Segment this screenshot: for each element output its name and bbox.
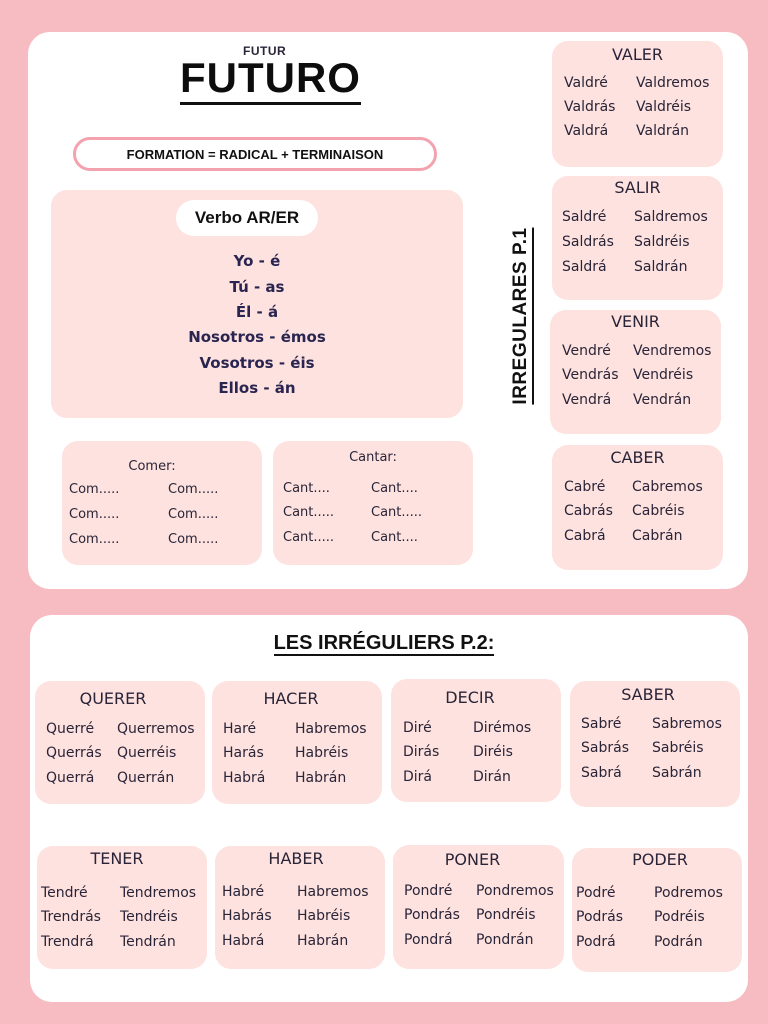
- verb-form: Cabrán: [632, 528, 683, 544]
- verb-name: CABER: [610, 448, 665, 467]
- verb-form: Dirás: [403, 744, 440, 760]
- verb-form: Cabréis: [632, 503, 685, 519]
- verb-form: Habremos: [295, 721, 367, 737]
- verb-form: Haré: [223, 721, 257, 737]
- irregulares-p1-heading: [507, 228, 537, 404]
- verb-form: Habrán: [297, 933, 349, 949]
- verb-form: Podréis: [654, 909, 705, 925]
- verb-form: Podremos: [654, 885, 723, 901]
- practice-cantar-box: [273, 441, 473, 565]
- practice-cantar-title: Cantar:: [349, 450, 397, 465]
- verb-form: Cabrás: [564, 503, 613, 519]
- verb-form: Podrá: [576, 934, 616, 950]
- verb-form: Dirán: [473, 769, 511, 785]
- verb-form: Cabrá: [564, 528, 606, 544]
- verb-form: Querré: [46, 721, 95, 737]
- practice-comer-title: Comer:: [128, 459, 176, 474]
- regular-endings-box: [51, 190, 463, 418]
- verb-form: Saldrás: [562, 234, 614, 250]
- practice-cell: Com.....: [168, 507, 219, 522]
- ending-vosotros: Vosotros - éis: [199, 354, 315, 372]
- verb-form: Vendréis: [633, 367, 694, 383]
- verb-form: Diré: [403, 720, 432, 736]
- verb-form: Saldrá: [562, 259, 607, 275]
- verb-name: QUERER: [79, 689, 147, 708]
- verb-form: Querrá: [46, 770, 95, 786]
- ending-nosotros: Nosotros - émos: [188, 328, 326, 346]
- verb-form: Habrán: [295, 770, 347, 786]
- verb-form: Querréis: [117, 745, 177, 761]
- verb-form: Habremos: [297, 884, 369, 900]
- verb-form: Tendréis: [120, 909, 178, 925]
- verb-form: Pondrán: [476, 932, 534, 948]
- verb-form: Habréis: [295, 745, 349, 761]
- verb-form: Cabremos: [632, 479, 703, 495]
- formation-rule: FORMATION = RADICAL + TERMINAISON: [73, 137, 437, 171]
- verb-form: Habréis: [297, 908, 351, 924]
- verb-form: Valdrán: [636, 123, 690, 139]
- verb-form: Valdréis: [636, 99, 692, 115]
- verb-form: Sabrá: [581, 765, 622, 781]
- verb-name: VENIR: [611, 312, 660, 331]
- practice-cell: Com.....: [168, 482, 219, 497]
- verb-form: Tendrán: [120, 934, 176, 950]
- verb-form: Sabremos: [652, 716, 722, 732]
- verb-form: Sabrás: [581, 740, 629, 756]
- practice-cell: Cant....: [371, 481, 418, 496]
- verb-form: Valdrás: [564, 99, 616, 115]
- irregulares-p2-heading: [0, 632, 768, 655]
- verb-form: Diréis: [473, 744, 513, 760]
- verb-form: Querrás: [46, 745, 102, 761]
- verb-form: Habrá: [223, 770, 266, 786]
- verb-card-caber: [552, 445, 723, 570]
- verb-card-haber: [215, 846, 385, 969]
- verb-card-valer: [552, 41, 723, 167]
- irregulares-p2-label: LES IRRÉGULIERS P.2:: [273, 632, 495, 654]
- verb-form: Pondrás: [404, 907, 460, 923]
- verb-form: Sabrán: [652, 765, 702, 781]
- verb-form: Habrá: [222, 933, 265, 949]
- verb-form: Harás: [223, 745, 264, 761]
- verb-form: Dirémos: [473, 720, 532, 736]
- verb-card-saber: [570, 681, 740, 807]
- verb-name: SALIR: [614, 178, 661, 197]
- verb-card-tener: [37, 846, 207, 969]
- verb-form: Valdremos: [636, 75, 710, 91]
- practice-comer-box: [62, 441, 262, 565]
- page-subtitle: FUTUR: [243, 44, 287, 58]
- practice-cell: Cant....: [283, 481, 330, 496]
- verb-form: Habrás: [222, 908, 272, 924]
- page-title: FUTURO: [180, 54, 361, 105]
- verb-form: Vendrá: [562, 392, 612, 408]
- ending-yo: Yo - é: [233, 252, 281, 270]
- verb-form: Valdrá: [564, 123, 609, 139]
- practice-cell: Cant.....: [371, 505, 423, 520]
- verb-name: TENER: [90, 849, 144, 868]
- verb-form: Vendrán: [633, 392, 692, 408]
- verb-form: Vendremos: [633, 343, 712, 359]
- verb-name: PONER: [444, 850, 501, 869]
- practice-cell: Cant.....: [283, 505, 335, 520]
- practice-cell: Com.....: [168, 532, 219, 547]
- practice-cell: Cant....: [371, 530, 418, 545]
- verb-card-poder: [572, 848, 742, 972]
- verb-form: Dirá: [403, 769, 433, 785]
- verb-card-hacer: [212, 681, 382, 804]
- verb-name: PODER: [632, 850, 688, 869]
- verb-card-decir: [391, 679, 561, 802]
- verb-card-poner: [393, 845, 564, 969]
- practice-cell: Com.....: [69, 532, 120, 547]
- verb-card-salir: [552, 176, 723, 300]
- verb-form: Sabréis: [652, 740, 704, 756]
- verb-form: Pondré: [404, 883, 453, 899]
- verb-name: DECIR: [445, 688, 495, 707]
- verb-form: Trendrás: [41, 909, 101, 925]
- verb-name: HACER: [263, 689, 319, 708]
- verb-form: Valdré: [564, 75, 608, 91]
- verb-form: Saldréis: [634, 234, 690, 250]
- verb-form: Habré: [222, 884, 265, 900]
- verb-form: Querrán: [117, 770, 175, 786]
- verb-form: Tendré: [41, 885, 88, 901]
- verb-form: Vendrás: [562, 367, 619, 383]
- verb-form: Pondremos: [476, 883, 554, 899]
- verb-form: Vendré: [562, 343, 611, 359]
- verb-card-venir: [550, 310, 721, 434]
- verb-name: SABER: [621, 685, 675, 704]
- verb-form: Trendrá: [41, 934, 94, 950]
- regular-verb-label: Verbo AR/ER: [176, 200, 318, 236]
- practice-cell: Com.....: [69, 507, 120, 522]
- ending-tu: Tú - as: [229, 278, 285, 296]
- verb-form: Saldremos: [634, 209, 708, 225]
- ending-el: Él - á: [235, 303, 279, 321]
- verb-card-querer: [35, 681, 205, 804]
- verb-form: Podrán: [654, 934, 703, 950]
- irregulares-p1-label: IRREGULARES P.1: [510, 227, 534, 404]
- practice-cell: Cant.....: [283, 530, 335, 545]
- verb-form: Cabré: [564, 479, 606, 495]
- ending-ellos: Ellos - án: [218, 379, 296, 397]
- verb-form: Saldrán: [634, 259, 688, 275]
- verb-form: Podré: [576, 885, 616, 901]
- verb-name: VALER: [611, 45, 663, 64]
- verb-form: Podrás: [576, 909, 624, 925]
- verb-name: HABER: [268, 849, 324, 868]
- verb-form: Pondréis: [476, 907, 536, 923]
- verb-form: Tendremos: [120, 885, 197, 901]
- verb-form: Querremos: [117, 721, 195, 737]
- verb-form: Pondrá: [404, 932, 453, 948]
- verb-form: Sabré: [581, 716, 622, 732]
- practice-cell: Com.....: [69, 482, 120, 497]
- verb-form: Saldré: [562, 209, 607, 225]
